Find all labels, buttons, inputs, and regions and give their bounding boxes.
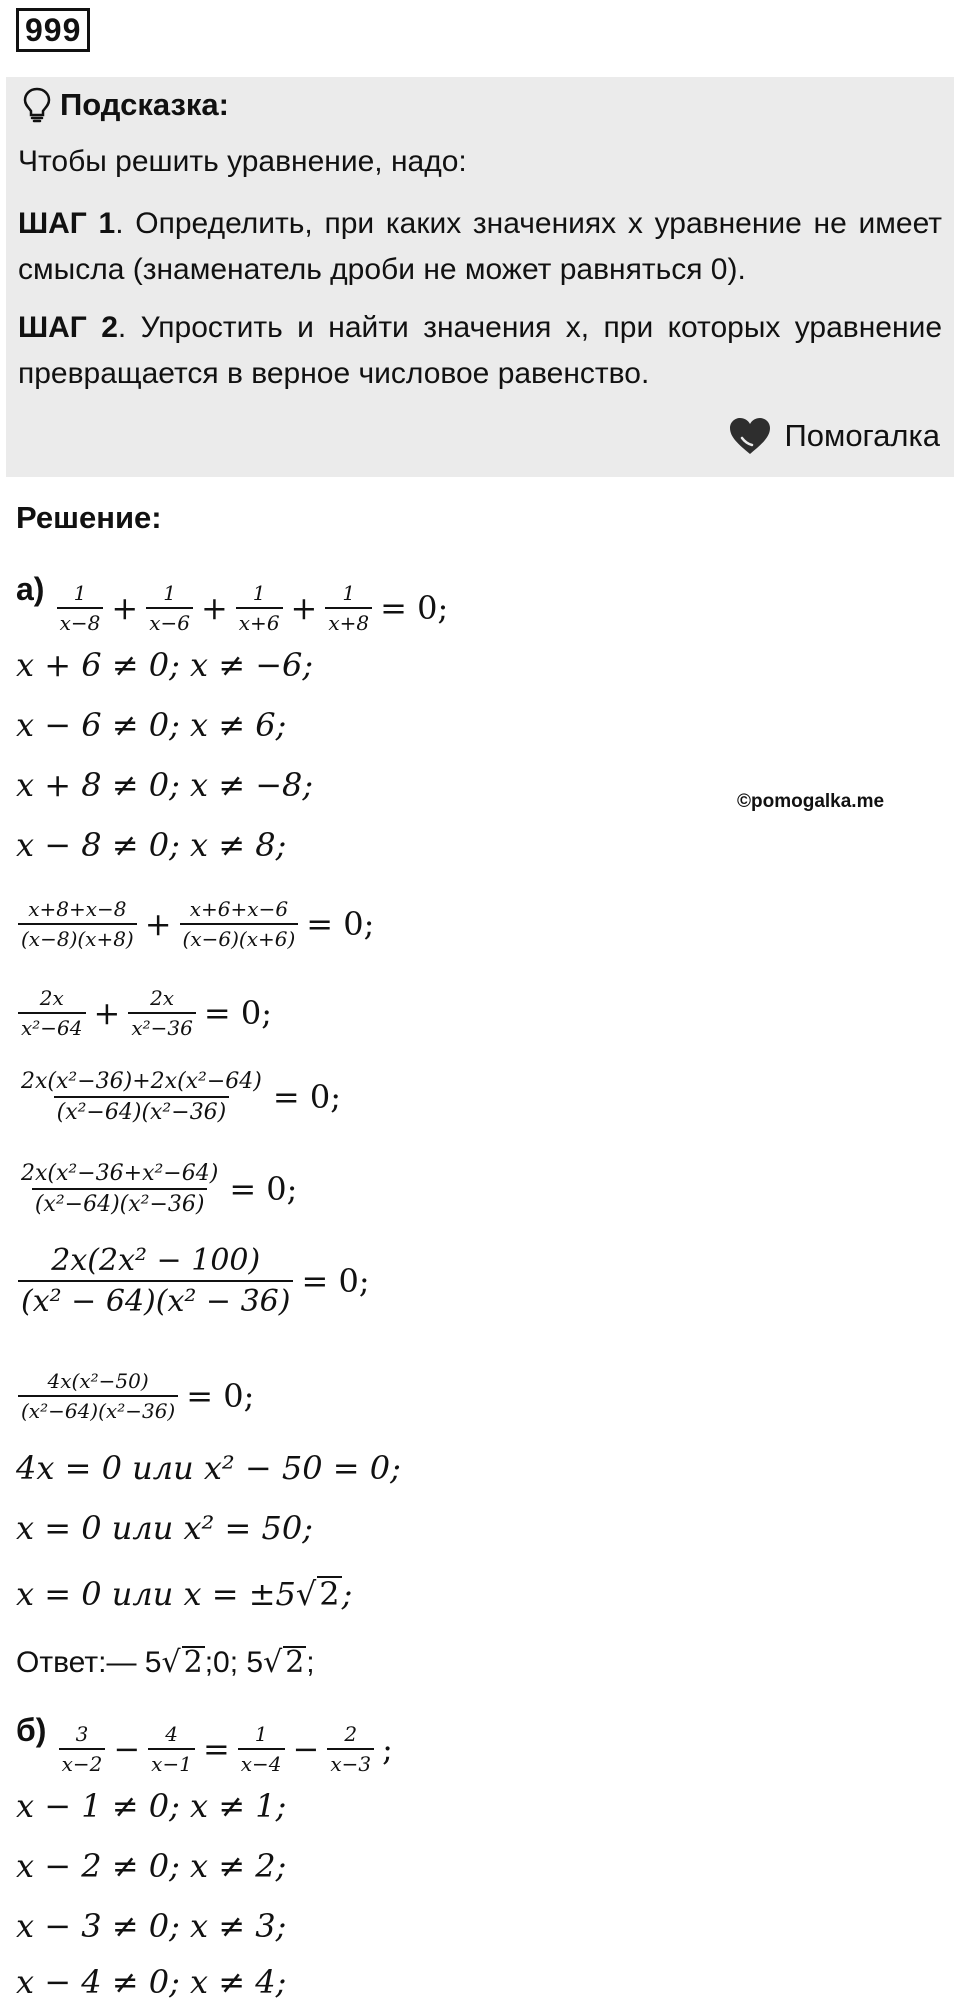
- fraction-denominator: x²−64: [18, 1012, 86, 1040]
- step-2-label: ШАГ 2: [18, 311, 118, 344]
- fraction-numerator: 2x(x²−36)+2x(x²−64): [21, 1069, 262, 1094]
- hint-step-2: [18, 305, 942, 397]
- pm-prefix: x = 0 или x = ±5: [16, 1575, 296, 1613]
- math-line: x = 0 или x = ±5√2;: [16, 1575, 353, 1613]
- answer-line: Ответ:— 5√ 2;0; 5√ 2;: [16, 1645, 315, 1680]
- hint-lead: Чтобы решить уравнение, надо:: [18, 145, 467, 178]
- pm-tail: ;: [341, 1575, 353, 1613]
- math-step: [16, 1358, 254, 1423]
- math-line: x − 3 ≠ 0; x ≠ 3;: [16, 1907, 287, 1945]
- part-b-label: б): [16, 1712, 47, 1748]
- part-a-label: а): [16, 571, 45, 607]
- equation-tail: = 0;: [229, 1170, 298, 1208]
- math-line: x − 2 ≠ 0; x ≠ 2;: [16, 1847, 287, 1885]
- math-step: [16, 1150, 297, 1217]
- fraction-denominator: (x−6)(x+6): [180, 923, 299, 951]
- fraction-denominator: x−6: [146, 607, 193, 635]
- fraction-denominator: x−2: [59, 1748, 106, 1776]
- math-line: x − 1 ≠ 0; x ≠ 1;: [16, 1787, 287, 1825]
- math-line: x + 8 ≠ 0; x ≠ −8;: [16, 766, 314, 804]
- fraction-denominator: x+6: [236, 607, 283, 635]
- sqrt-radicand: 2: [319, 1575, 340, 1613]
- operator: +: [93, 994, 121, 1032]
- hint-title: Подсказка:: [60, 87, 229, 122]
- operator: +: [290, 589, 318, 627]
- math-step: [16, 975, 272, 1040]
- fraction-numerator: 4x(x²−50): [47, 1369, 149, 1393]
- operator: =: [202, 1730, 230, 1768]
- fraction-denominator: (x²−64)(x²−36): [54, 1096, 230, 1125]
- equation-tail: = 0;: [380, 589, 449, 627]
- equation-tail: = 0;: [272, 1078, 342, 1116]
- fraction-denominator: (x² − 64)(x² − 36): [18, 1280, 293, 1319]
- equation-tail: = 0;: [301, 1262, 370, 1300]
- fraction-numerator: 2x(2x² − 100): [51, 1243, 261, 1278]
- operator: +: [144, 905, 172, 943]
- fraction-numerator: 1: [163, 581, 176, 605]
- fraction-denominator: x²−36: [128, 1012, 196, 1040]
- operator: +: [111, 589, 139, 627]
- hint-step-1: [18, 201, 942, 293]
- math-step: [16, 1058, 341, 1125]
- part-b-equation: [16, 1711, 393, 1776]
- answer-mid: ;0; 5: [204, 1646, 264, 1679]
- fraction-denominator: (x²−64)(x²−36): [32, 1188, 208, 1217]
- watermark: ©pomogalka.me: [737, 791, 885, 812]
- task-number-badge: 999: [16, 8, 90, 52]
- operator: −: [113, 1730, 141, 1768]
- fraction-numerator: 1: [252, 581, 266, 605]
- math-line: x = 0 или x² = 50;: [16, 1509, 314, 1547]
- fraction-numerator: 2x(x²−36+x²−64): [21, 1161, 219, 1186]
- equation-tail: = 0;: [306, 905, 375, 943]
- equation-tail: = 0;: [203, 994, 272, 1032]
- brand-name: Помогалка: [784, 418, 940, 453]
- fraction-denominator: x−4: [238, 1748, 285, 1776]
- operator: −: [292, 1730, 320, 1768]
- part-a-equation: [16, 570, 448, 635]
- lightbulb-icon: [22, 87, 52, 123]
- fraction-denominator: x−3: [327, 1748, 374, 1776]
- math-line: x + 6 ≠ 0; x ≠ −6;: [16, 646, 314, 684]
- brand: [728, 413, 940, 459]
- math-step: [16, 1240, 370, 1319]
- math-line: x − 6 ≠ 0; x ≠ 6;: [16, 706, 287, 744]
- hint-box: [6, 77, 954, 477]
- fraction-numerator: 2x: [39, 986, 64, 1010]
- fraction-numerator: 2x: [150, 986, 175, 1010]
- solution-title: Решение:: [16, 500, 162, 535]
- answer-prefix: Ответ:— 5: [16, 1646, 162, 1679]
- step-1-text: . Определить, при каких значениях x уравнение не имеет смысла (знаменатель дроби не может равняться 0).: [18, 207, 943, 286]
- operator: +: [200, 589, 228, 627]
- hint-header: [22, 85, 229, 125]
- fraction-numerator: 3: [75, 1722, 89, 1746]
- fraction-numerator: 4: [165, 1722, 178, 1746]
- fraction-denominator: (x²−64)(x²−36): [18, 1395, 178, 1423]
- math-line: x − 4 ≠ 0; x ≠ 4;: [16, 1963, 287, 2001]
- answer-tail: ;: [306, 1646, 315, 1679]
- fraction-denominator: x−8: [57, 607, 104, 635]
- equation-tail: = 0;: [186, 1377, 255, 1415]
- sqrt-radicand: 2: [285, 1645, 305, 1680]
- heart-icon: [728, 416, 772, 456]
- math-step: [16, 886, 374, 951]
- step-2-text: . Упростить и найти значения x, при которых уравнение превращается в верное числовое равенство.: [18, 311, 943, 390]
- fraction-denominator: x−1: [148, 1748, 195, 1776]
- fraction-denominator: x+8: [325, 607, 372, 635]
- fraction-numerator: x+6+x−6: [189, 897, 289, 921]
- fraction-numerator: 1: [342, 581, 356, 605]
- step-1-label: ШАГ 1: [18, 207, 116, 240]
- math-line: 4x = 0 или x² − 50 = 0;: [16, 1449, 401, 1487]
- fraction-numerator: 1: [254, 1722, 268, 1746]
- math-line: x − 8 ≠ 0; x ≠ 8;: [16, 826, 287, 864]
- sqrt-radicand: 2: [183, 1645, 203, 1680]
- fraction-numerator: 1: [73, 581, 87, 605]
- fraction-numerator: 2: [344, 1722, 358, 1746]
- fraction-denominator: (x−8)(x+8): [18, 923, 137, 951]
- fraction-numerator: x+8+x−8: [28, 897, 127, 921]
- equation-tail: ;: [382, 1730, 393, 1768]
